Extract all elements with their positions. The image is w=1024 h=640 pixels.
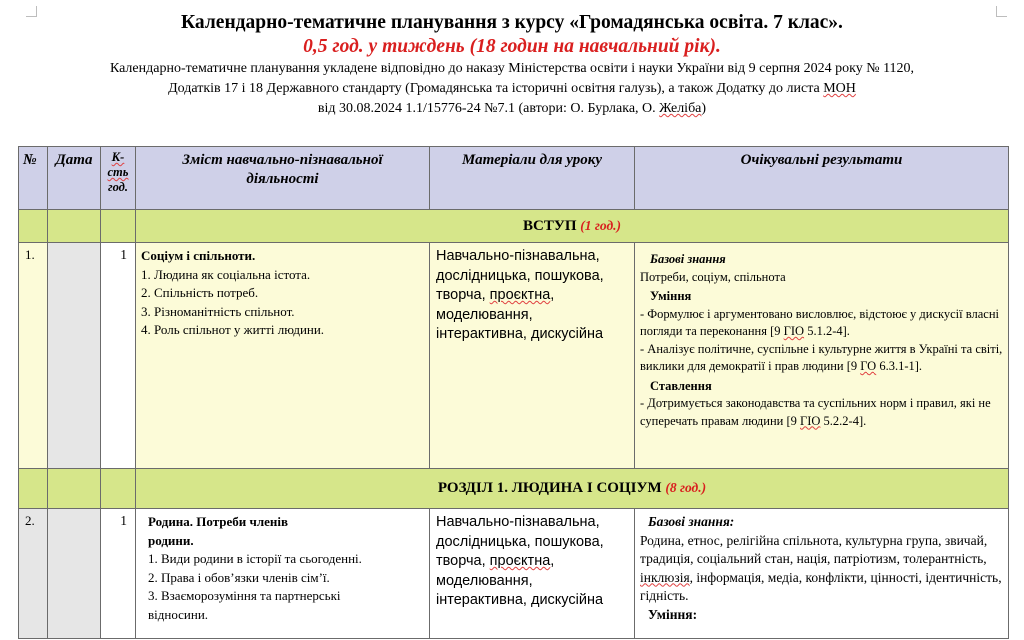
row-date [48,243,101,469]
col-header-date: Дата [48,147,101,210]
table-row [19,243,1009,469]
col-header-results: Очікувальні результати [635,147,1009,210]
row-materials: Навчально-пізнавальна, дослідницька, пошукова, творча, проєктна, моделювання, інтерактивна, дискусійна [430,509,635,639]
row-materials: Навчально-пізнавальна, дослідницька, пошукова, творча, проєктна, моделювання, інтерактивна, дискусійна [430,243,635,469]
table-row [19,509,1009,639]
col-header-content: Зміст навчально-пізнавальної діяльності [136,147,430,210]
document-title: Календарно-тематичне планування з курсу «Громадянська освіта. 7 клас». [181,12,843,33]
intro-line: Додатків 17 і 18 Державного стандарту (Громадянська та історичні освітня галузь), а також Додатку до листа МОН [168,81,856,96]
row-hours: 1 [101,243,136,469]
row-number: 2. [19,509,48,639]
row-content: Соціум і спільноти. 1. Людина як соціальна істота. 2. Спільність потреб. 3. Різноманітність спільнот. 4. Роль спільнот у житті людини. [136,243,430,469]
col-header-num: № [19,147,48,210]
col-header-materials: Матеріали для уроку [430,147,635,210]
section-title: ВСТУП (1 год.) [136,210,1009,243]
intro-line: від 30.08.2024 1.1/15776-24 №7.1 (автори: О. Бурлака, О. Желіба) [317,101,707,116]
row-hours: 1 [101,509,136,639]
table-header-row [19,147,1009,210]
plan-table [18,146,1009,639]
row-content: Родина. Потреби членів родини. 1. Види родини в історії та сьогоденні. 2. Права і обов’язки членів сім’ї. 3. Взаєморозуміння та партнерські відносини. [136,509,430,639]
section-title: РОЗДІЛ 1. ЛЮДИНА І СОЦІУМ (8 год.) [136,469,1009,509]
document-subtitle: 0,5 год. у тиждень (18 годин на навчальний рік). [303,36,721,57]
row-results: Базові знання: Родина, етнос, релігійна спільнота, культурна група, звичай, традиція, соціальний стан, нація, патріотизм, толерантність, інклюзія, інформація, медіа, конфлікти, цінності, ідентичність, гідність. Уміння: [635,509,1009,639]
section-row [19,210,1009,243]
row-results: Базові знання Потреби, соціум, спільнота Уміння - Формулює і аргументовано висловлює, відстоює у дискусії власні погляди та переконання [9 ГІО 5.1.2-4]. - Аналізує політичне, суспільне і культурне життя в Україні та світі, виклики для демократії і прав людини [9 ГО 6.3.1-1]. Ставлення - Дотримується законодавства та суспільних норм і правил, які не суперечать правам людини [9 ГІО 5.2.2-4]. [635,243,1009,469]
section-row [19,469,1009,509]
row-date [48,509,101,639]
col-header-count: К- сть год. [101,147,136,210]
intro-line: Календарно-тематичне планування укладене відповідно до наказу Міністерства освіти і науки України від 9 серпня 2024 року № 1120, [109,61,915,76]
document-header [0,10,1024,119]
document-intro [0,59,1024,119]
row-number: 1. [19,243,48,469]
